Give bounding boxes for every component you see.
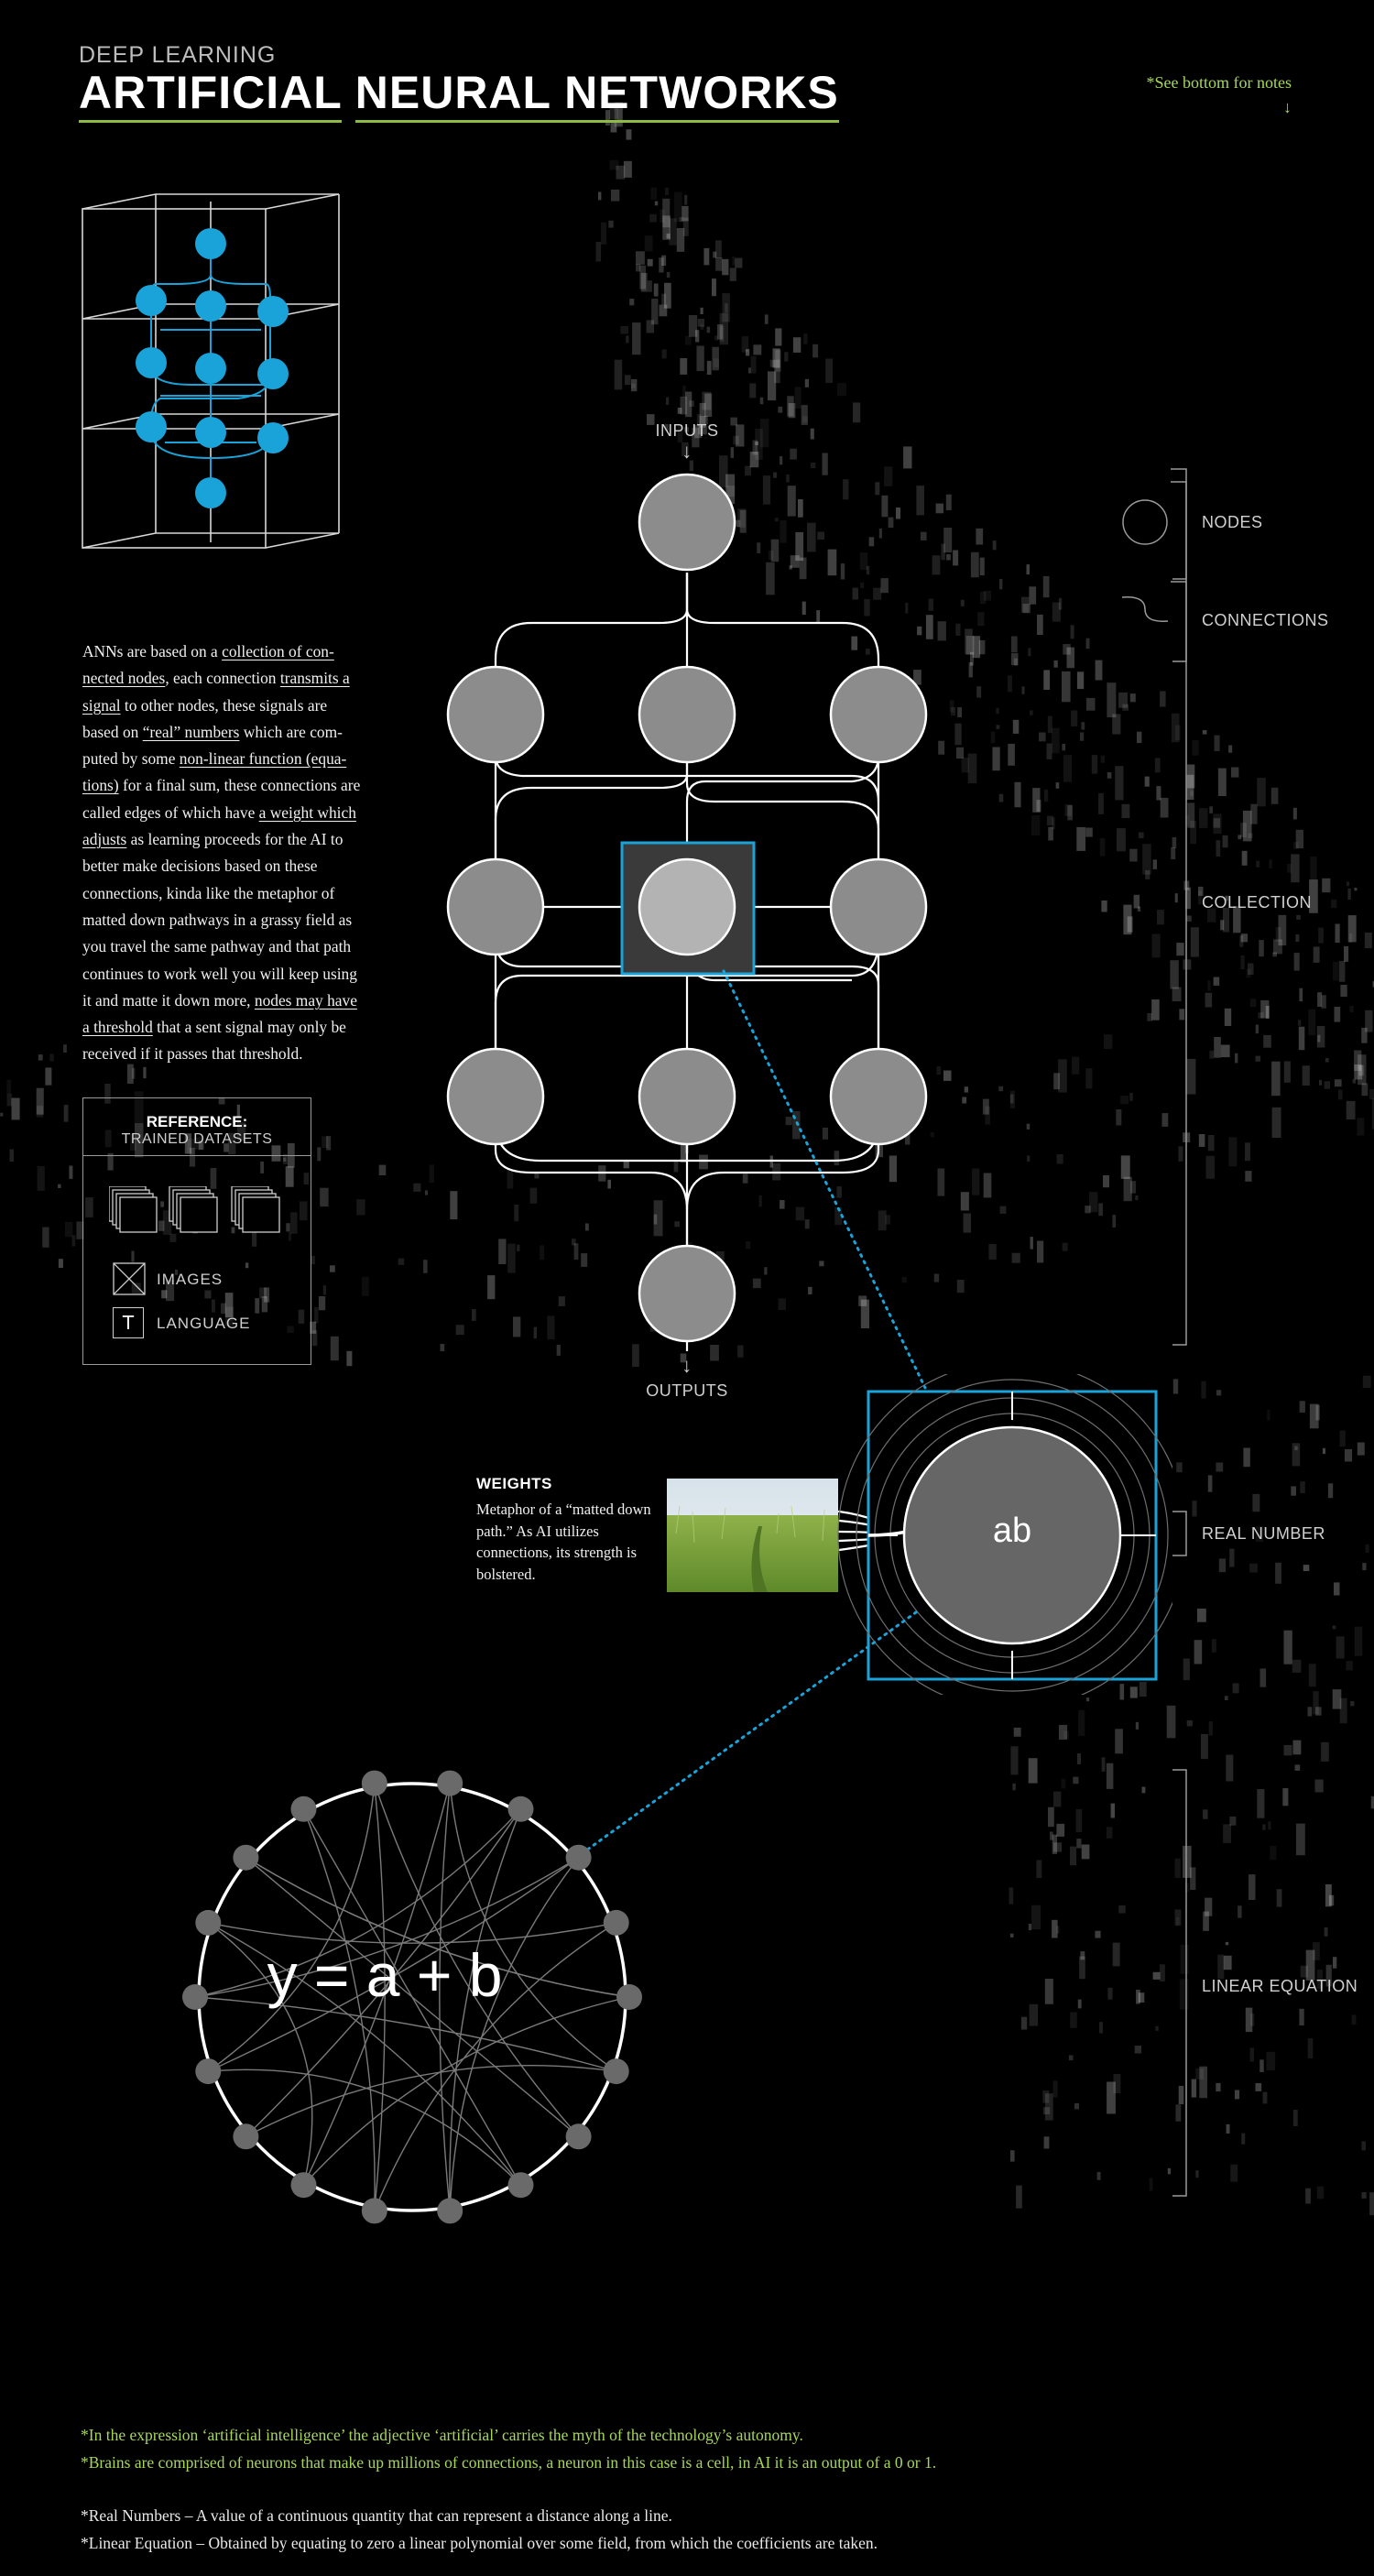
equation-dot [362,2198,387,2223]
equation-dot [508,1796,534,1822]
weights-description: Metaphor of a “matted down path.” As AI utilizes connections, its strength is bolstered. [476,1501,651,1583]
images-label: IMAGES [157,1271,224,1288]
reference-subtitle: TRAINED DATASETS [121,1131,273,1147]
description-text-2: , each connection [165,669,280,688]
description-text-0: ANNs are based on a [82,642,223,660]
description-text-6: which are com-puted by some [82,722,343,769]
title-part-2: NEURAL NETWORKS [355,67,839,123]
kicker-label: DEEP LEARNING [79,42,277,68]
equation-dot [233,1845,258,1871]
equation-dot [362,1771,387,1796]
equation-dot [437,1771,463,1796]
footnote-green-1: *In the expression ‘artificial intelligence’ the adjective ‘artificial’ carries the myth of the technology’s autonomy. [81,2426,803,2444]
equation-edge [245,2066,616,2137]
equation-edge [450,1809,521,2211]
description-link-9: a weight which adjusts [82,802,356,849]
equation-dot [508,2172,534,2198]
outputs-arrow-icon: ↓ [682,1354,692,1377]
equation-dot [195,2058,221,2084]
equation-dot [291,2172,317,2198]
footnote-white-1: *Real Numbers – A value of a continuous quantity that can represent a distance along a line. [81,2506,672,2525]
legend-nodes: NODES [1202,513,1263,531]
equation-dot [566,2123,592,2149]
legend-linear-equation: LINEAR EQUATION [1202,1977,1358,1995]
equation-dot [233,2123,258,2149]
equation-dot [182,1984,208,2010]
description-text-4: to other nodes, these signals are based on [82,695,328,741]
description-link-1: collection of con-nected nodes [82,642,334,688]
equation-text: y = a + b [267,1941,503,2009]
footnote-white-2: *Linear Equation – Obtained by equating to zero a linear polynomial over some field, from which the coefficients are taken. [81,2534,878,2552]
equation-dot [566,1845,592,1871]
equation-dot [291,1796,317,1822]
language-icon: T [113,1307,144,1338]
equation-dot [195,1910,221,1936]
equation-dot [604,2058,629,2084]
see-notes-text: *See bottom for notes [1146,73,1292,92]
outputs-label: OUTPUTS [646,1381,728,1400]
see-notes-arrow-icon: ↓ [1283,98,1292,116]
equation-dot [604,1910,629,1936]
zoom-node-label: ab [992,1512,1032,1550]
equation-dot [437,2198,463,2223]
legend-real-number: REAL NUMBER [1202,1524,1325,1543]
language-label: LANGUAGE [157,1315,251,1332]
description-text-8: for a final sum, these connections are called edges of which have [82,776,361,822]
title-part-1: ARTIFICIAL [79,67,342,123]
description-text-12: that a sent signal may only be received if it passes that threshold. [82,1018,346,1064]
inputs-label: INPUTS [655,421,719,440]
inputs-arrow-icon: ↓ [682,440,692,463]
description-link-11: nodes may have a threshold [82,990,357,1037]
description-link-3: transmits a signal [82,669,350,715]
legend-collection: COLLECTION [1202,893,1313,911]
equation-dot [616,1984,642,2010]
description-text-10: as learning proceeds for the AI to better make decisions based on these connections, kinda like the metaphor of matted down pathways in a grassy field as you travel the same pathway and that path continues to work well you will keep using it and matte it down more, [82,830,357,1010]
weights-title: WEIGHTS [476,1475,552,1492]
legend-connections: CONNECTIONS [1202,611,1329,629]
description-link-7: non-linear function (equa-tions) [82,749,347,795]
reference-title: REFERENCE: [146,1113,248,1130]
footnote-green-2: *Brains are comprised of neurons that make up millions of connections, a neuron in this case is a cell, in AI it is an output of a 0 or 1. [81,2453,937,2472]
description-link-5: “real” numbers [142,722,240,741]
